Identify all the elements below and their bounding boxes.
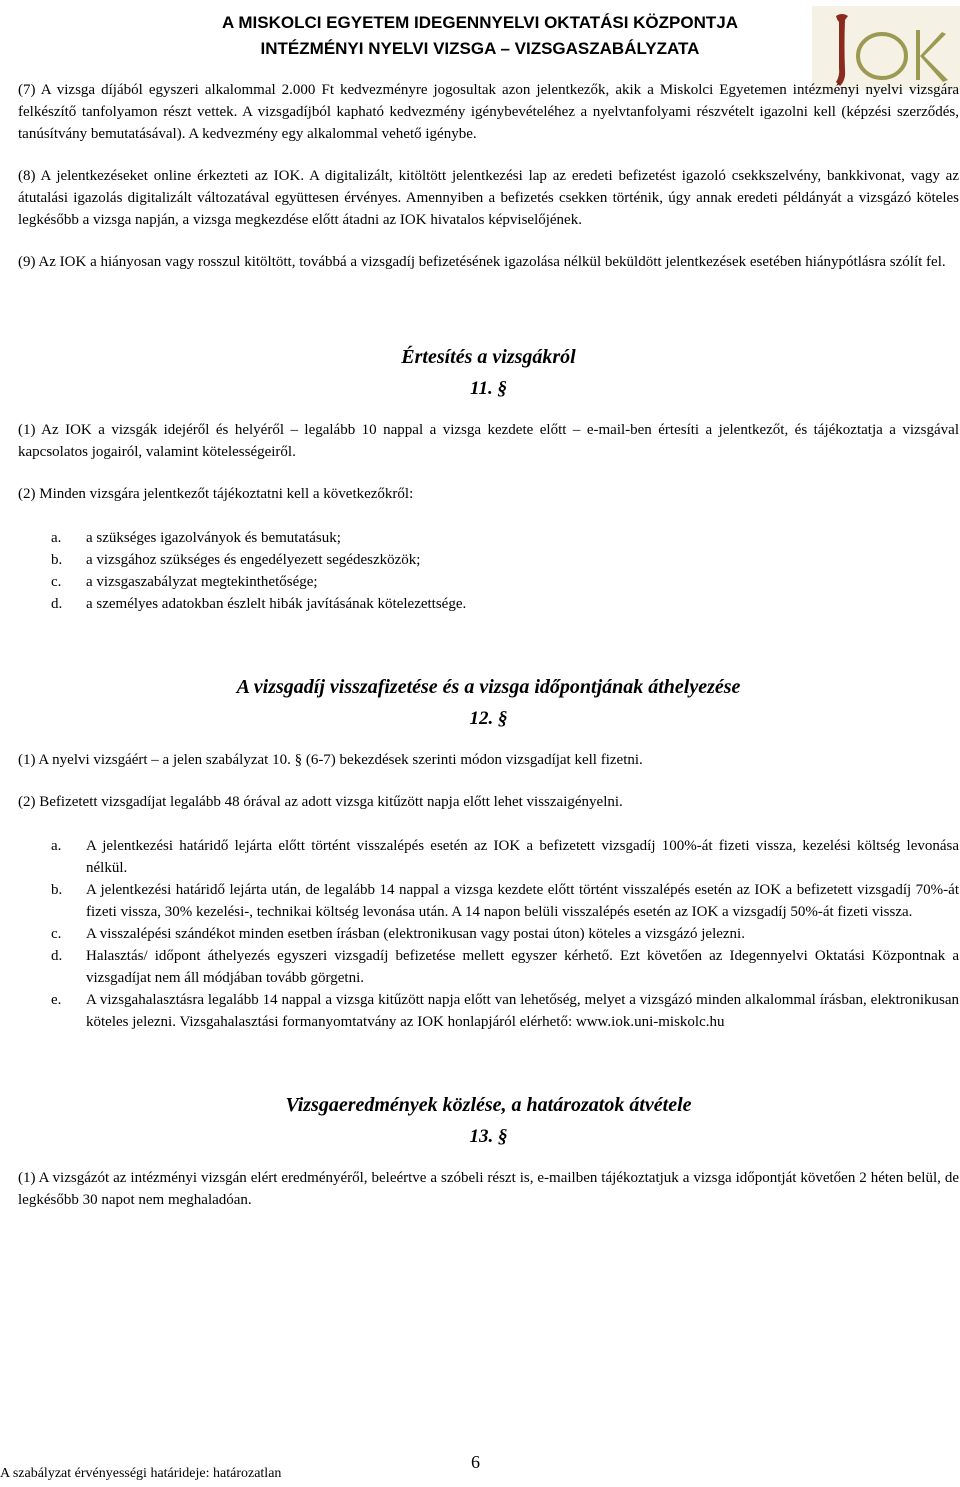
section-12-list <box>18 835 959 1033</box>
list-item: a. A jelentkezési határidő lejárta előtt történt visszalépés esetén az IOK a befizetett vizsgadíj 100%-át fizeti vissza, kezelési költség levonása nélkül. <box>51 838 959 876</box>
section-13-paragraph-1: (1) A vizsgázót az intézményi vizsgán elért eredményéről, beleértve a szóbeli részt is, e-mailben tájékoztatjuk a vizsga időpontját követően 2 héten belül, de legkésőbb 30 napot nem meghaladóan. <box>18 1170 959 1208</box>
section-11-paragraph-1: (1) Az IOK a vizsgák idejéről és helyéről – legalább 10 nappal a vizsga kezdete előtt – e-mail-ben értesíti a jelentkezőt, és tájékoztatja a vizsgával kapcsolatos jogairól, valamint kötelességeiről. <box>18 422 959 460</box>
page-number: 6 <box>471 1452 480 1472</box>
paragraph-7: (7) A vizsga díjából egyszeri alkalommal 2.000 Ft kedvezményre jogosultak azon jelentkezők, akik a Miskolci Egyetemen intézményi nyelvi vizsgára felkészítő tanfolyamon részt vettek. A vizsgadíjból kapható kedvezmény igénybevételéhez a nyelvtanfolyami részvételt igazolni kell (képzési szerződés, tanúsítvány bemutatásával). A kedvezmény egy alkalommal vehető igénybe. <box>18 82 959 142</box>
page-header <box>150 10 810 62</box>
list-item: c. a vizsgaszabályzat megtekinthetősége; <box>51 574 318 590</box>
section-12-title: A vizsgadíj visszafizetése és a vizsga időpontjának áthelyezése <box>236 676 741 698</box>
list-item: d. Halasztás/ időpont áthelyezés egyszeri vizsgadíj befizetése mellett egyszer kérhető. Ezt követően az Idegennyelvi Oktatási Központnak a vizsgadíjat nem áll módjában tovább görgetni. <box>51 948 959 986</box>
iok-logo <box>812 6 960 90</box>
section-11-list <box>18 527 959 615</box>
header-institution: A MISKOLCI EGYETEM IDEGENNYELVI OKTATÁSI KÖZPONTJA <box>221 13 738 32</box>
section-13-title: Vizsgaeredmények közlése, a határozatok átvétele <box>285 1094 692 1116</box>
section-12-number: 12. § <box>469 708 508 729</box>
list-item: c. A visszalépési szándékot minden esetben írásban (elektronikusan vagy postai úton) köteles a vizsgázó jelezni. <box>51 926 745 942</box>
footer-validity: A szabályzat érvényességi határideje: határozatlan <box>0 1466 282 1481</box>
section-12-paragraph-2: (2) Befizetett vizsgadíjat legalább 48 órával az adott vizsga kitűzött napja előtt lehet visszaigényelni. <box>18 794 623 810</box>
iok-logo-mark <box>812 6 960 90</box>
section-11-title: Értesítés a vizsgákról <box>401 346 576 368</box>
list-item: e. A vizsgahalasztásra legalább 14 nappal a vizsga kitűzött napja előtt van lehetőség, melyet a vizsgázó minden alkalommal írásban, elektronikusan köteles jelezni. Vizsgahalasztási formanyomtatvány az IOK honlapjáról elérhető: www.iok.uni-miskolc.hu <box>51 992 959 1030</box>
list-item: d. a személyes adatokban észlelt hibák javításának kötelezettsége. <box>51 596 467 612</box>
section-11-number: 11. § <box>470 378 507 399</box>
document-body <box>18 79 959 1211</box>
paragraph-9: (9) Az IOK a hiányosan vagy rosszul kitöltött, továbbá a vizsgadíj befizetésének igazolása nélkül beküldött jelentkezések esetében hiánypótlásra szólít fel. <box>18 254 946 270</box>
list-item: b. A jelentkezési határidő lejárta után, de legalább 14 nappal a vizsga kezdete előtt történt visszalépés esetén az IOK a befizetett vizsgadíj 70%-át fizeti vissza, 30% kezelési-, technikai költség levonása után. A 14 napon belüli visszalépés esetén az IOK a vizsgadíj 50%-át fizeti vissza. <box>51 882 959 920</box>
section-12-paragraph-1: (1) A nyelvi vizsgáért – a jelen szabályzat 10. § (6-7) bekezdések szerinti módon vizsgadíjat kell fizetni. <box>18 752 643 768</box>
section-11-paragraph-2: (2) Minden vizsgára jelentkezőt tájékoztatni kell a következőkről: <box>18 486 414 502</box>
paragraph-8: (8) A jelentkezéseket online érkezteti az IOK. A digitalizált, kitöltött jelentkezési lap az eredeti befizetést igazoló csekkszelvény, bankkivonat, vagy az átutalási igazolás digitalizált változatával együttesen érvényes. Amennyiben a befizetés csekken történik, úgy annak eredeti példányát a vizsgázó köteles legkésőbb a vizsga napján, a vizsga megkezdése előtt átadni az IOK hivatalos képviselőjének. <box>18 168 959 228</box>
section-13-number: 13. § <box>469 1126 508 1147</box>
list-item: a. a szükséges igazolványok és bemutatásuk; <box>51 530 341 546</box>
list-item: b. a vizsgához szükséges és engedélyezett segédeszközök; <box>51 552 421 568</box>
header-title: INTÉZMÉNYI NYELVI VIZSGA – VIZSGASZABÁLYZATA <box>260 39 700 58</box>
